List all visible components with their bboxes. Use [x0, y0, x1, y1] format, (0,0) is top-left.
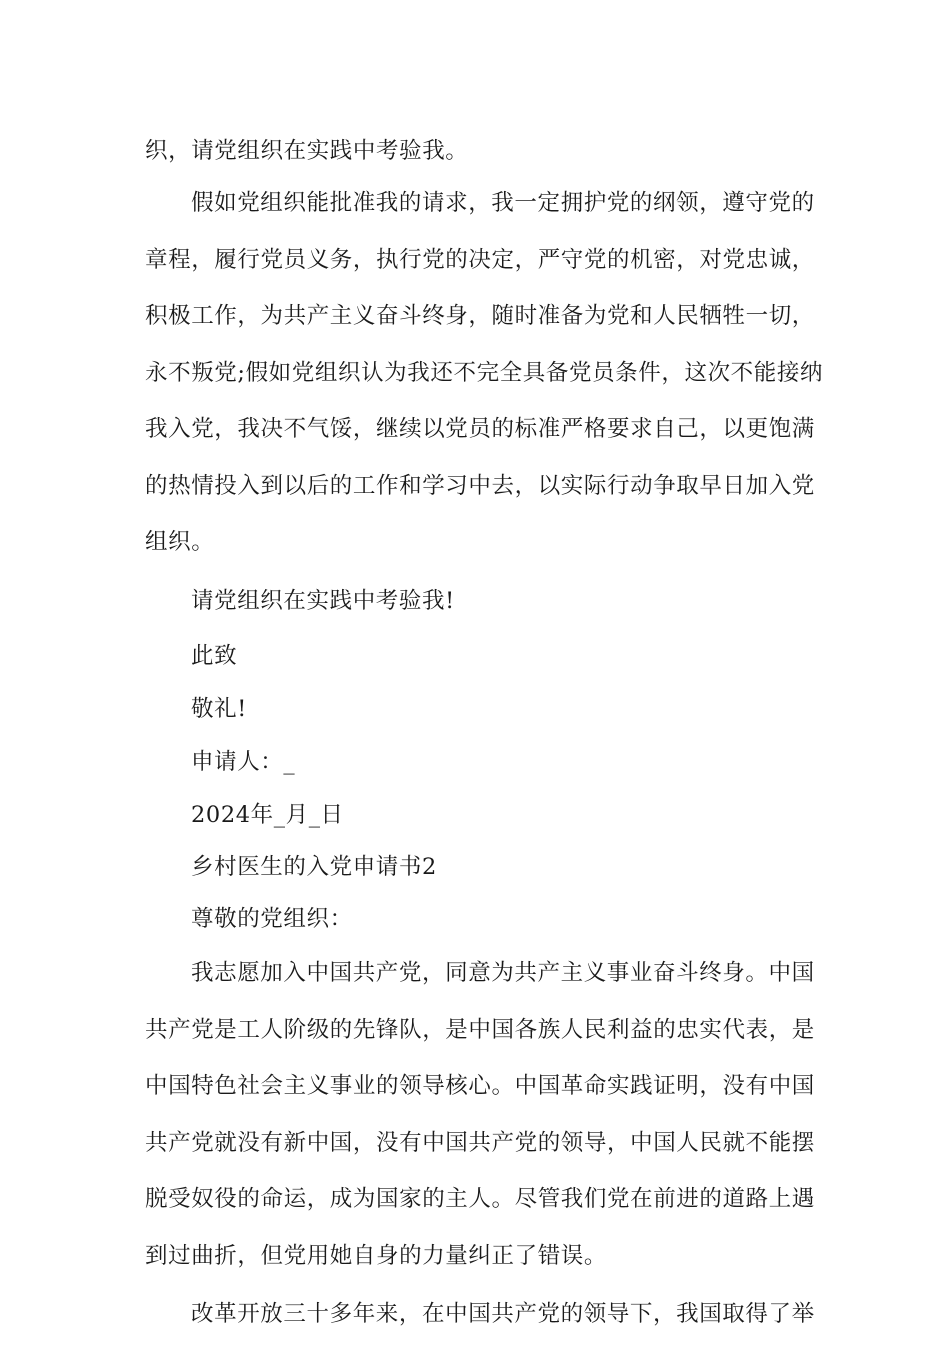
paragraph-line: 中国特色社会主义事业的领导核心。中国革命实践证明，没有中国	[145, 1073, 815, 1099]
salutation: 尊敬的党组织：	[191, 906, 353, 932]
paragraph-line: 组织。	[145, 529, 215, 555]
paragraph-line: 积极工作，为共产主义奋斗终身，随时准备为党和人民牺牲一切，	[145, 303, 815, 329]
paragraph-line: 共产党是工人阶级的先锋队，是中国各族人民利益的忠实代表，是	[145, 1017, 815, 1043]
paragraph-line: 章程，履行党员义务，执行党的决定，严守党的机密，对党忠诚，	[145, 247, 815, 273]
paragraph-line: 改革开放三十多年来，在中国共产党的领导下，我国取得了举	[191, 1301, 815, 1327]
applicant-line: 申请人：_	[191, 749, 296, 775]
section-title: 乡村医生的入党申请书2	[191, 854, 437, 880]
paragraph-line: 脱受奴役的命运，成为国家的主人。尽管我们党在前进的道路上遇	[145, 1186, 815, 1212]
paragraph-line: 共产党就没有新中国，没有中国共产党的领导，中国人民就不能摆	[145, 1130, 815, 1156]
paragraph-line: 我入党，我决不气馁，继续以党员的标准严格要求自己，以更饱满	[145, 416, 815, 442]
paragraph-line: 到过曲折，但党用她自身的力量纠正了错误。	[145, 1243, 608, 1269]
date-line: 2024年_月_日	[191, 802, 344, 828]
closing-cizhi: 此致	[191, 643, 238, 669]
closing-exhortation: 请党组织在实践中考验我!	[191, 588, 455, 614]
paragraph-line: 永不叛党;假如党组织认为我还不完全具备党员条件，这次不能接纳	[145, 360, 824, 386]
paragraph-line: 假如党组织能批准我的请求，我一定拥护党的纲领，遵守党的	[191, 190, 815, 216]
paragraph-line: 的热情投入到以后的工作和学习中去，以实际行动争取早日加入党	[145, 473, 815, 499]
closing-jingli: 敬礼!	[191, 696, 247, 722]
paragraph-line: 织，请党组织在实践中考验我。	[145, 138, 469, 164]
paragraph-line: 我志愿加入中国共产党，同意为共产主义事业奋斗终身。中国	[191, 960, 815, 986]
